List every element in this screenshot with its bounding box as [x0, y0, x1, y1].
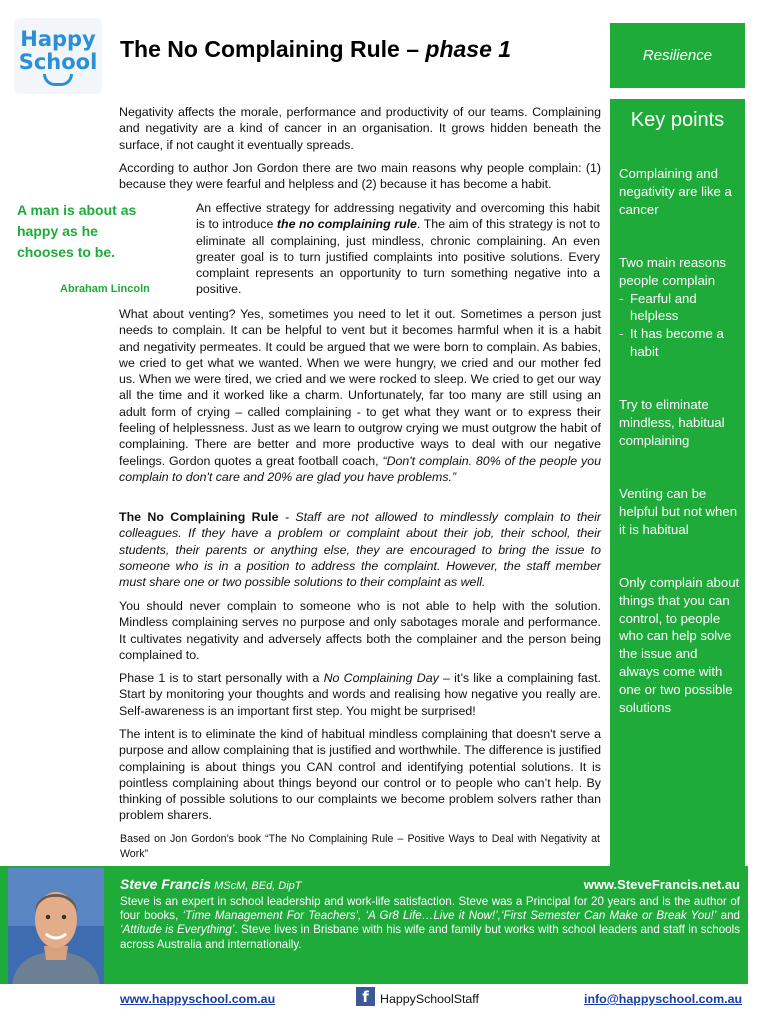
key-point-2-intro: Two main reasons people complain: [619, 255, 727, 288]
smile-icon: [43, 74, 73, 86]
author-website[interactable]: www.SteveFrancis.net.au: [583, 877, 740, 892]
happy-school-logo: [14, 18, 102, 94]
list-item: - Fearful and helpless: [619, 290, 741, 326]
key-point-1: Complaining and negativity are like a cancer: [619, 166, 732, 217]
paragraph-3: [196, 200, 600, 298]
key-point-5: Only complain about things that you can control, to people who can help solve the issue and always come with one or two possible solutions: [619, 575, 740, 715]
paragraph-4: [119, 306, 601, 485]
website-link[interactable]: www.happyschool.com.au: [120, 992, 276, 1006]
key-points-heading: Key points: [630, 109, 725, 131]
p3-text-c: . The aim of this strategy is not to eliminate all complaining, just mindless, chronic complaining. An even greater goal is to turn justified complaints into positive solutions. Every complaint represents an opportunity to turn something negative into a positive.: [196, 217, 600, 297]
p7-text-c: – it’s like a complaining fast. Start by monitoring your thoughts and words and realising how negative you really are. Self-awareness is an important first step. You might be surprised!: [119, 671, 601, 718]
facebook-link[interactable]: HappySchoolStaff: [380, 992, 479, 1006]
p3-emphasis: the no complaining rule: [276, 217, 417, 232]
logo-line-1: Happy: [20, 27, 96, 51]
bio-text-a: Steve is an expert in school leadership and work-life satisfaction. Steve was a Principal for 20 years and is the author of four books,: [120, 895, 740, 923]
author-photo: [8, 868, 104, 984]
key-point-4: Venting can be helpful but not when it is habitual: [619, 486, 738, 537]
bio-books: ‘Time Management For Teachers’, ‘A Gr8 Life…Live it Now!’,‘First Semester Can Make or Break You!’: [182, 909, 717, 923]
author-bio-text: [120, 895, 740, 952]
paragraph-1: Negativity affects the morale, performance and productivity of our teams. Complaining and negativity are a kind of cancer in an organisation. It grows hidden beneath the surface, if not caught it eventually spreads.: [119, 105, 601, 152]
author-credentials: MScM, BEd, DipT: [211, 880, 302, 892]
pull-quote: A man is about as happy as he chooses to be.: [17, 202, 137, 260]
category-tag-label: Resilience: [642, 47, 713, 64]
paragraph-6: You should never complain to someone who is not able to help with the solution. Mindless complaining serves no purpose and only sabotages morale and performance. It cultivates negativity and adversely affects both the complainer and the person being complained to.: [119, 599, 601, 662]
facebook-icon[interactable]: f: [356, 987, 375, 1006]
page-title: [120, 36, 511, 63]
author-name: [120, 876, 302, 892]
p3-text-a: An effective strategy for addressing negativity and overcoming this habit is to introduce: [196, 201, 600, 232]
paragraph-5: [119, 509, 601, 590]
p7-emphasis: No Complaining Day: [323, 671, 439, 685]
logo-line-2: School: [18, 50, 98, 74]
paragraph-8: The intent is to eliminate the kind of habitual mindless complaining that doesn't serve a purpose and allow complaining that is justified and worthwhile. The difference is justified complaining is about things you CAN control and identifying potential solutions. It is pointless complaining about things beyond our control or to people who can’t help. By thinking of possible solutions to our complaints we become problem solvers rather than problem sharers.: [119, 727, 601, 823]
source-note: Based on Jon Gordon’s book “The No Complaining Rule – Positive Ways to Deal with Negativity at Work”: [120, 833, 600, 860]
p4-quote: “Don't complain. 80% of the people you complain to don't care and 20% are glad you have problems.”: [119, 453, 601, 484]
email-link[interactable]: info@happyschool.com.au: [584, 992, 743, 1006]
title-phase: phase 1: [425, 36, 512, 62]
key-point-3: Try to eliminate mindless, habitual complaining: [619, 397, 725, 448]
key-point-2-list: [619, 290, 741, 361]
bio-text-c: . Steve lives in Brisbane with his wife and family but works with school leaders and staff in schools across Australia and internationally.: [120, 923, 741, 951]
p5-rule-name: The No Complaining Rule: [119, 510, 279, 524]
key-points-panel: [610, 99, 745, 866]
key-point-2: [619, 254, 741, 361]
p5-rule-text: - Staff are not allowed to mindlessly complain to their colleagues. If they have a problem or complaint about their job, their school, their students, their parents or anything else, they are encouraged to bring the issue to someone who is in a position to address the complaint. However, the staff member must share one or two possible solutions to their complaint as well.: [119, 510, 601, 590]
p4-text: What about venting? Yes, sometimes you need to let it out. Sometimes a person just needs to complain. It can be helpful to vent but it becomes harmful when it is a habit and negativity permeates. It could be argued that we were born to complain. As babies, we cried to get what we wanted. When we were hungry, we cried and our mother fed us. When we were tired, we cried and we were rocked to sleep. We cried to get our way all the time and it worked like a charm. Unfortunately, far too many are still using an adult form of crying – called complaining - to get what they want or to express their feeling of helplessness. Just as we learn to outgrow crying we must outgrow the habit of complaining. There are better and more productive ways to deal with our negative feelings. Gordon quotes a great football coach,: [119, 307, 601, 468]
p7-text-a: Phase 1 is to start personally with a: [119, 671, 324, 685]
paragraph-2: According to author Jon Gordon there are two main reasons why people complain: (1) because they were fearful and helpless and (2) because it has become a habit.: [119, 161, 601, 192]
bio-book-4: ‘Attitude is Everything’: [120, 923, 235, 937]
category-tag: [610, 23, 745, 88]
quote-author: Abraham Lincoln: [60, 283, 150, 295]
author-name-text: Steve Francis: [120, 876, 212, 892]
bio-text-b: and: [716, 909, 740, 923]
paragraph-7: [119, 670, 601, 719]
title-main: The No Complaining Rule –: [120, 36, 426, 62]
author-portrait-image: [8, 868, 104, 984]
list-item: - It has become a habit: [619, 325, 741, 361]
